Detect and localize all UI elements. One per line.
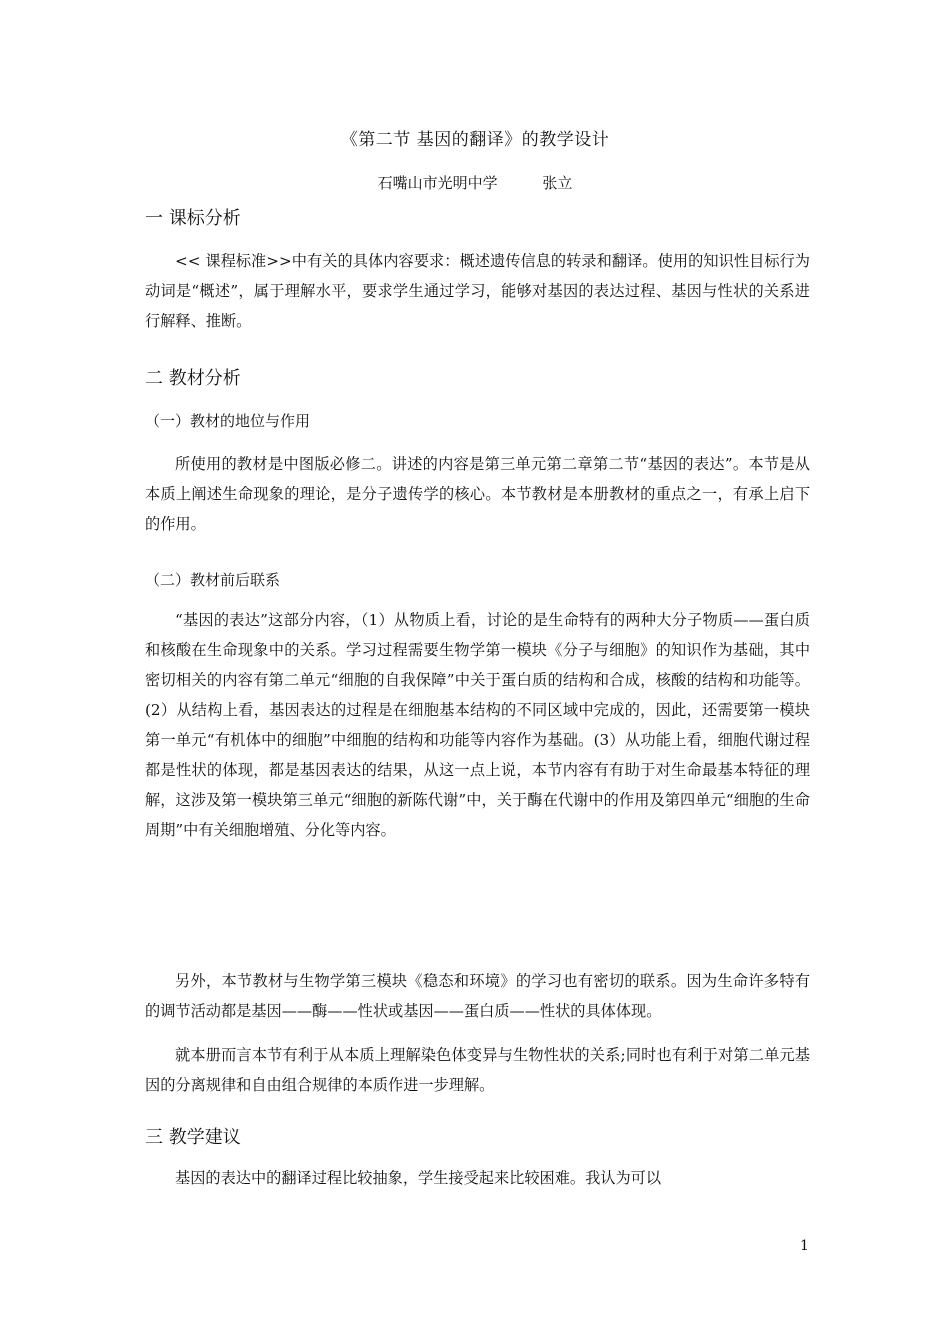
paragraph-module-three-link: 另外，本节教材与生物学第三模块《稳态和环境》的学习也有密切的联系。因为生命许多特有的调节活动都是基因——酶——性状或基因——蛋白质——性状的具体体现。 xyxy=(145,972,810,1020)
paragraph-this-volume: 就本册而言本节有利于从本质上理解染色体变异与生物性状的关系;同时也有利于对第二单元基因的分离规律和自由组合规律的本质作进一步理解。 xyxy=(145,1046,810,1094)
paragraph-teaching-suggestions: 基因的表达中的翻译过程比较抽象，学生接受起来比较困难。我认为可以 xyxy=(175,1169,661,1187)
subheading-connections: （二）教材前后联系 xyxy=(145,571,281,589)
paragraph-status-and-role: 所使用的教材是中图版必修二。讲述的内容是第三单元第二章第二节“基因的表达”。本节是从本质上阐述生命现象的理论，是分子遗传学的核心。本节教材是本册教材的重点之一，有承上启下的作用。 xyxy=(145,455,810,533)
author-line xyxy=(0,172,950,194)
document-title: 《第二节 基因的翻译》的教学设计 xyxy=(340,130,610,150)
paragraph-curriculum-standard: << 课程标准>>中有关的具体内容要求：概述遗传信息的转录和翻译。使用的知识性目标行为动词是“概述”，属于理解水平，要求学生通过学习，能够对基因的表达过程、基因与性状的关系进行解释、推断。 xyxy=(145,252,810,330)
page-number: 1 xyxy=(800,1238,809,1254)
section-heading-teaching-suggestions: 三 教学建议 xyxy=(145,1127,241,1148)
school-name: 石嘴山市光明中学 xyxy=(377,174,498,192)
author-name: 张立 xyxy=(542,174,573,192)
section-heading-curriculum-analysis: 一 课标分析 xyxy=(145,208,241,229)
paragraph-connections: “基因的表达”这部分内容，（1）从物质上看，讨论的是生命特有的两种大分子物质——蛋白质和核酸在生命现象中的关系。学习过程需要生物学第一模块《分子与细胞》的知识作为基础，其中密切相关的内容有第二单元“细胞的自我保障”中关于蛋白质的结构和合成，核酸的结构和功能等。(2）从结构上看，基因表达的过程是在细胞基本结构的不同区域中完成的，因此，还需要第一模块第一单元“有机体中的细胞”中细胞的结构和功能等内容作为基础。(3）从功能上看，细胞代谢过程都是性状的体现，都是基因表达的结果，从这一点上说，本节内容有有助于对生命最基本特征的理解，这涉及第一模块第三单元“细胞的新陈代谢”中，关于酶在代谢中的作用及第四单元“细胞的生命周期”中有关细胞增殖、分化等内容。 xyxy=(145,611,810,839)
subheading-status-and-role: （一）教材的地位与作用 xyxy=(145,412,311,430)
section-heading-textbook-analysis: 二 教材分析 xyxy=(145,368,241,389)
